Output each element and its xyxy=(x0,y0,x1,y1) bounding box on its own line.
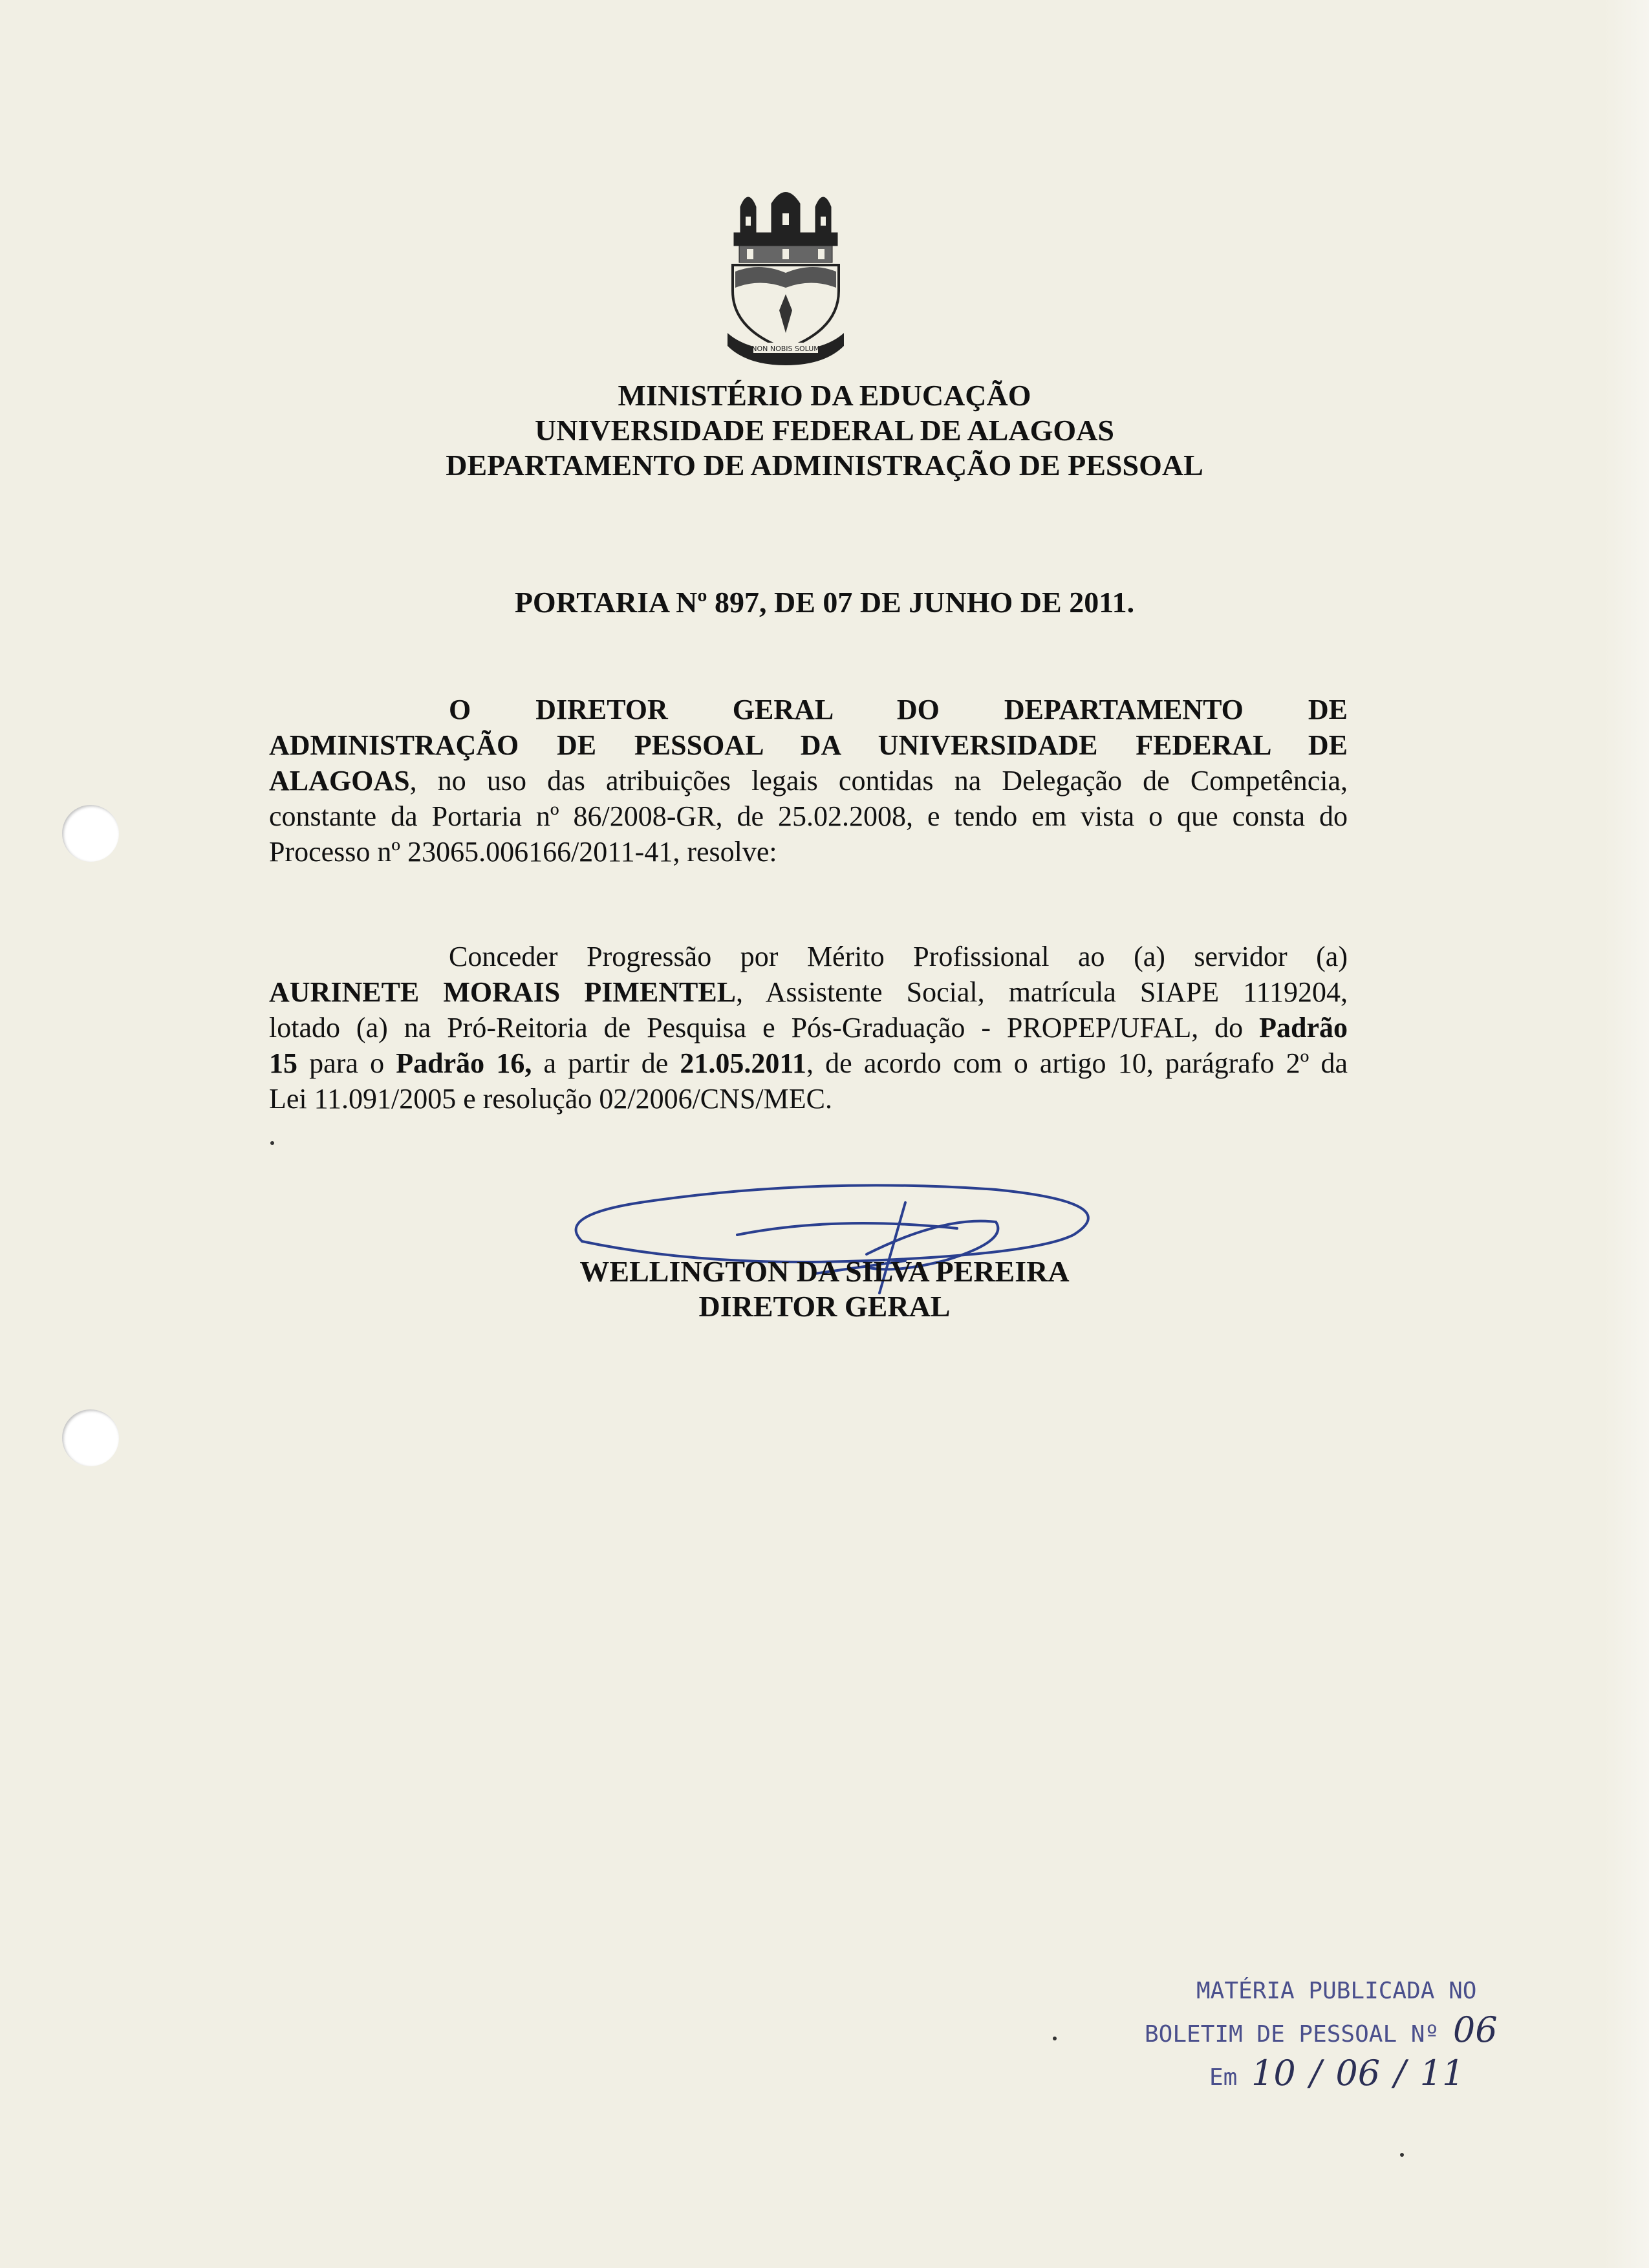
header-university: UNIVERSIDADE FEDERAL DE ALAGOAS xyxy=(535,414,1114,447)
servant-name: AURINETE MORAIS PIMENTEL xyxy=(269,976,737,1008)
stamp-line-2 xyxy=(1145,2011,1584,2054)
preamble-bold-2: ADMINISTRAÇÃO DE PESSOAL DA UNIVERSIDADE FEDERAL DE xyxy=(269,729,1348,761)
resolution-text-3: lotado (a) na Pró-Reitoria de Pesquisa e Pós-Graduação - PROPEP/UFAL, do xyxy=(269,1012,1244,1043)
padrao-to: Padrão 16, xyxy=(396,1047,532,1079)
padrao-from-word: Padrão xyxy=(1259,1012,1348,1043)
signer-block xyxy=(0,1254,1649,1324)
preamble-line-4: constante da Portaria nº 86/2008-GR, de 25.02.2008, e tendo em vista o que consta do xyxy=(269,800,1348,832)
resolution-line-1: Conceder Progressão por Mérito Profissional ao (a) servidor (a) xyxy=(449,941,1348,972)
resolution-text-2: , Assistente Social, matrícula SIAPE 1119204, xyxy=(736,976,1348,1008)
crest-motto: NON NOBIS SOLUM xyxy=(751,345,820,353)
document-header xyxy=(0,378,1649,483)
resolution-text-4c: , de acordo com o artigo 10, parágrafo 2º da xyxy=(806,1047,1348,1079)
preamble-text-1: , no uso das atribuições legais contidas na Delegação de Competência, xyxy=(409,765,1348,797)
resolution-line-3 xyxy=(269,1010,1348,1045)
header-department: DEPARTAMENTO DE ADMINISTRAÇÃO DE PESSOAL xyxy=(446,449,1203,482)
preamble-line-2 xyxy=(269,727,1348,763)
paragraph-preamble xyxy=(269,692,1348,870)
stamp-month: 06 xyxy=(1335,2053,1381,2093)
preamble-line-3 xyxy=(269,763,1348,798)
preamble-line-1 xyxy=(269,692,1348,727)
resolution-line-5: Lei 11.091/2005 e resolução 02/2006/CNS/MEC. xyxy=(269,1083,832,1115)
stamp-date-separator: / xyxy=(1310,2053,1322,2093)
stamp-bulletin-number: 06 xyxy=(1452,2009,1498,2050)
stray-mark xyxy=(1400,2153,1404,2157)
stamp-date-label: Em xyxy=(1209,2064,1238,2091)
signer-role: DIRETOR GERAL xyxy=(698,1290,951,1323)
start-date: 21.05.2011 xyxy=(680,1047,806,1079)
publication-stamp xyxy=(1145,1972,1584,2097)
punch-hole-top xyxy=(62,805,119,862)
stamp-day: 10 xyxy=(1251,2053,1296,2093)
stray-mark xyxy=(1053,2037,1057,2040)
preamble-line-5: Processo nº 23065.006166/2011-41, resolve: xyxy=(269,836,777,868)
portaria-title: PORTARIA Nº 897, DE 07 DE JUNHO DE 2011. xyxy=(514,586,1135,619)
stray-mark xyxy=(270,1141,274,1145)
university-crest-icon xyxy=(721,181,850,369)
stamp-bulletin-label: BOLETIM DE PESSOAL Nº xyxy=(1145,2021,1439,2048)
resolution-text-4b: a partir de xyxy=(532,1047,680,1079)
stamp-line-1: MATÉRIA PUBLICADA NO xyxy=(1196,1978,1477,2004)
preamble-bold-1: O DIRETOR GERAL DO DEPARTAMENTO DE xyxy=(449,694,1348,725)
padrao-from-number: 15 xyxy=(269,1047,297,1079)
signer-name: WELLINGTON DA SILVA PEREIRA xyxy=(579,1255,1070,1288)
stamp-line-3 xyxy=(1145,2054,1584,2097)
preamble-bold-3: ALAGOAS xyxy=(269,765,410,797)
header-ministry: MINISTÉRIO DA EDUCAÇÃO xyxy=(618,379,1031,412)
punch-hole-bottom xyxy=(62,1409,119,1466)
stamp-date-separator: / xyxy=(1394,2053,1406,2093)
resolution-line-4 xyxy=(269,1045,1348,1081)
resolution-line-2 xyxy=(269,974,1348,1010)
resolution-text-4a: para o xyxy=(297,1047,396,1079)
stamp-year: 11 xyxy=(1419,2053,1465,2093)
paper-edge xyxy=(1604,0,1649,2268)
paragraph-resolution xyxy=(269,939,1348,1117)
